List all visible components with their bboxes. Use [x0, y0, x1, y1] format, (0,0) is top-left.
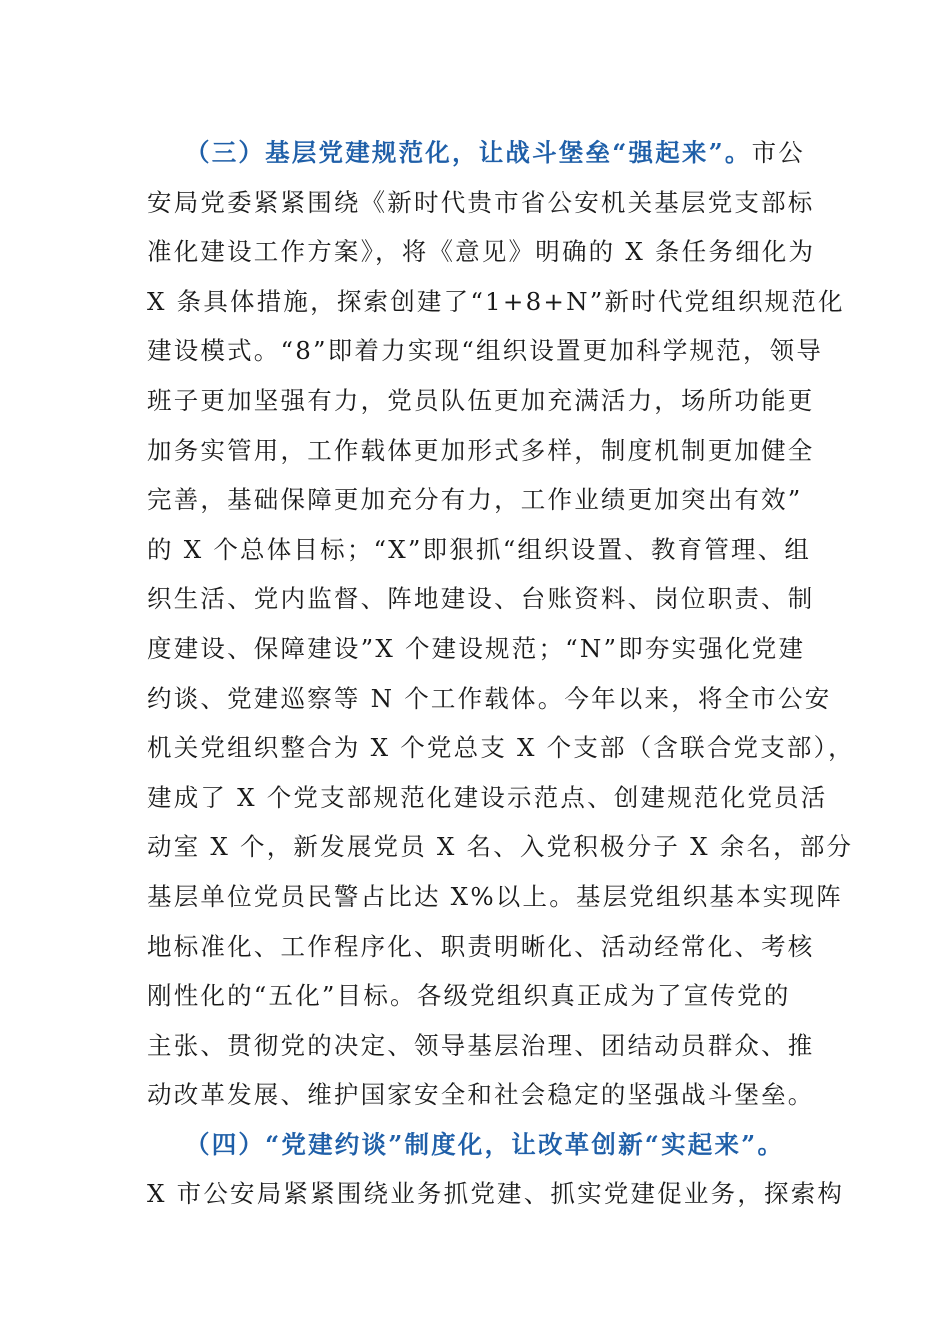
paragraph-text: 度建设、保障建设”X 个建设规范；“N”即夯实强化党建 [147, 633, 806, 663]
paragraph-text: 动改革发展、维护国家安全和社会稳定的坚强战斗堡垒。 [147, 1080, 815, 1110]
paragraph-text: 主张、贯彻党的决定、领导基层治理、团结动员群众、推 [147, 1030, 815, 1060]
paragraph-text: 织生活、党内监督、阵地建设、台账资料、岗位职责、制 [147, 584, 815, 614]
paragraph-text: 的 X 个总体目标；“X”即狠抓“组织设置、教育管理、组 [147, 534, 812, 564]
paragraph-4-line-1 [147, 1120, 807, 1170]
paragraph-text: 市公 [751, 138, 805, 167]
paragraph-3-line-1 [147, 128, 807, 178]
document-body [147, 128, 855, 1219]
paragraph-text: 地标准化、工作程序化、职责明晰化、活动经常化、考核 [147, 931, 815, 961]
paragraph-text: 约谈、党建巡察等 N 个工作载体。今年以来，将全市公安 [147, 683, 832, 713]
section-3-heading: （三）基层党建规范化，让战斗堡垒“强起来”。 [185, 138, 752, 167]
paragraph-text: 建成了 X 个党支部规范化建设示范点、创建规范化党员活 [147, 782, 828, 812]
paragraph-text: 动室 X 个，新发展党员 X 名、入党积极分子 X 余名，部分 [147, 832, 854, 862]
paragraph-text: 机关党组织整合为 X 个党总支 X 个支部（含联合党支部）， [147, 733, 855, 763]
paragraph-text: X 条具体措施，探索创建了“1+8+N”新时代党组织规范化 [147, 286, 845, 316]
paragraph-text: 刚性化的“五化”目标。各级党组织真正成为了宣传党的 [147, 981, 791, 1011]
paragraph-text: 班子更加坚强有力，党员队伍更加充满活力，场所功能更 [147, 385, 815, 415]
paragraph-text: 完善，基础保障更加充分有力，工作业绩更加突出有效” [147, 485, 803, 515]
paragraph-text: 加务实管用，工作载体更加形式多样，制度机制更加健全 [147, 435, 815, 465]
paragraph-text: 建设模式。“8”即着力实现“组织设置更加科学规范，领导 [147, 336, 824, 366]
paragraph-text: 准化建设工作方案》，将《意见》明确的 X 条任务细化为 [147, 237, 816, 267]
paragraph-text: 安局党委紧紧围绕《新时代贵市省公安机关基层党支部标 [147, 187, 815, 217]
section-4-heading: （四）“党建约谈”制度化，让改革创新“实起来”。 [185, 1129, 785, 1159]
paragraph-text: 基层单位党员民警占比达 X%以上。基层党组织基本实现阵 [147, 881, 843, 911]
paragraph-text: X 市公安局紧紧围绕业务抓党建、抓实党建促业务，探索构 [147, 1179, 845, 1209]
